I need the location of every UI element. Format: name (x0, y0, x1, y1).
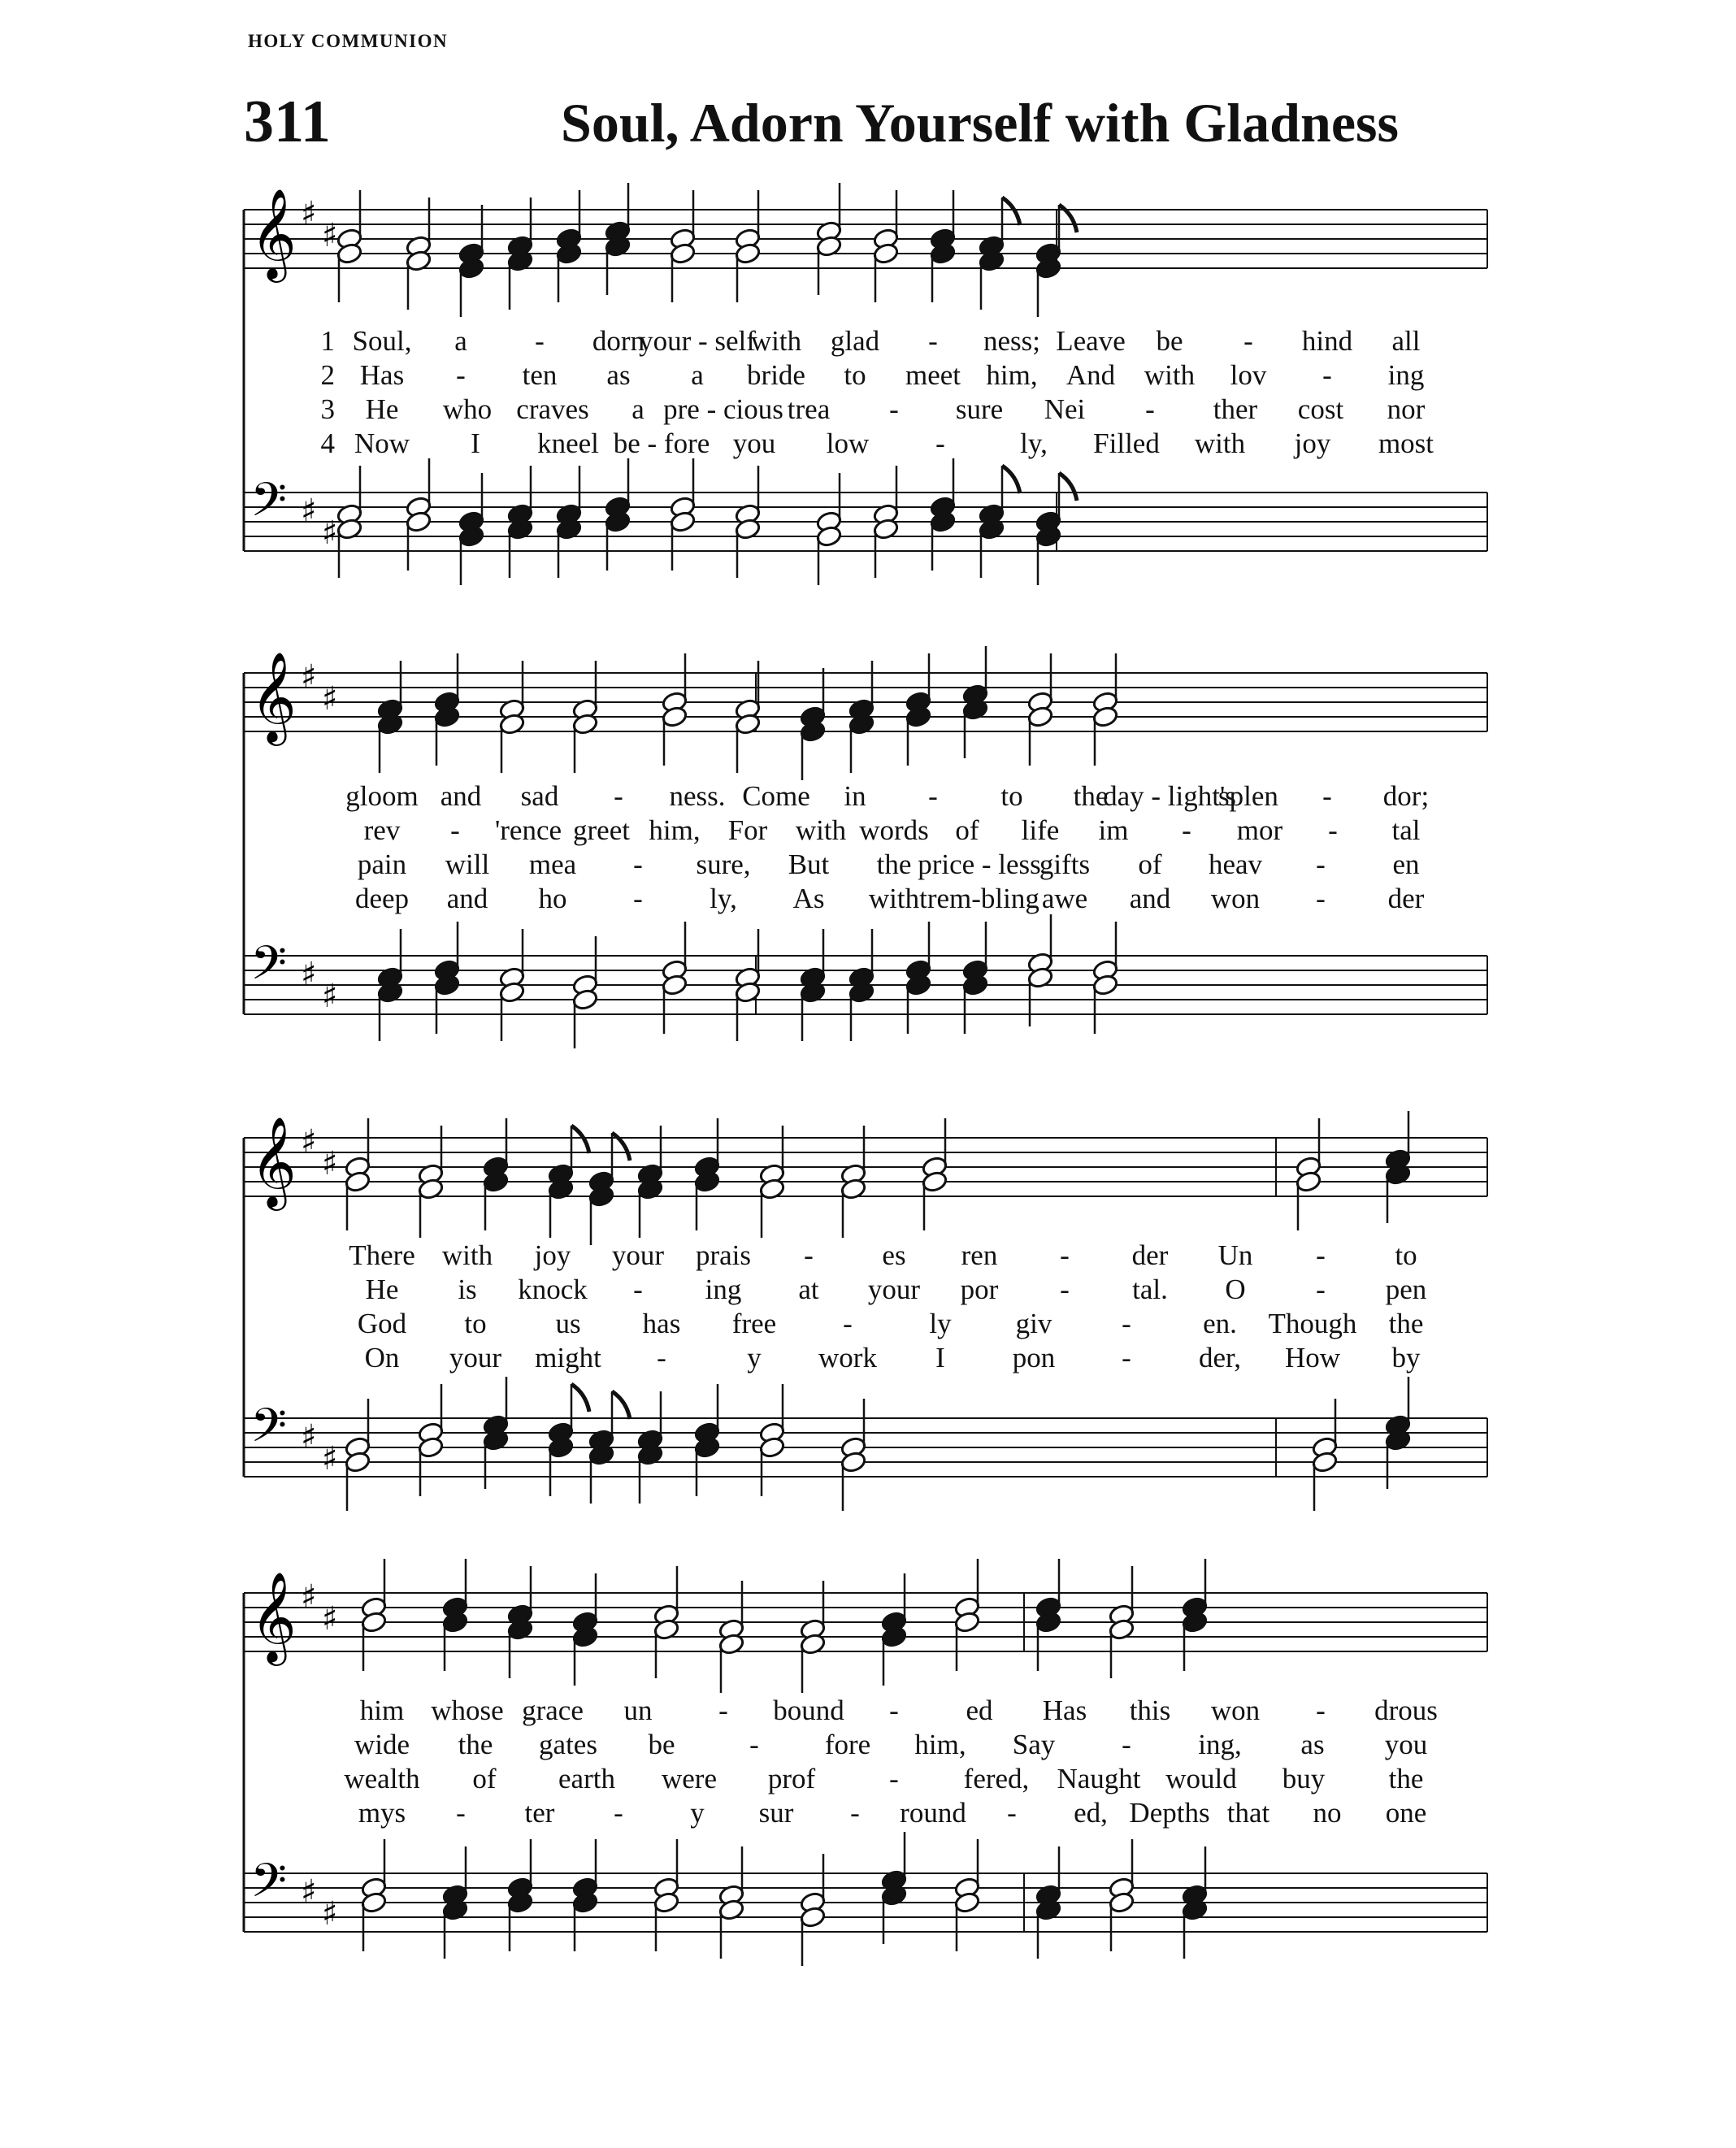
treble-clef-icon: 𝄞 (250, 188, 297, 279)
lyric-syllable: as (606, 359, 631, 391)
lyric-syllable: As (792, 883, 825, 914)
lyric-syllable: Depths (1129, 1797, 1210, 1829)
lyric-syllable: - (1122, 1308, 1131, 1339)
note (1108, 1566, 1135, 1678)
bass-clef-icon: 𝄢 (250, 472, 288, 539)
lyric-syllable: prais (695, 1239, 752, 1271)
lyric-syllable: drous (1374, 1695, 1438, 1726)
lyric-syllable: a (691, 359, 704, 391)
lyric-syllable: lov (1230, 359, 1267, 391)
lyric-syllable: your (611, 1239, 665, 1271)
lyric-syllable: ing (1387, 359, 1425, 391)
lyric-syllable: - (1322, 359, 1332, 391)
lyric-syllable: life (1021, 814, 1060, 846)
lyric-syllable: - (633, 848, 643, 880)
lyric-syllable: y (747, 1342, 762, 1373)
note (953, 1839, 980, 1951)
lyric-syllable: pen (1385, 1274, 1427, 1305)
lyric-syllable: - (843, 1308, 853, 1339)
lyric-syllable: sad (520, 780, 559, 812)
key-sharp-icon: ♯ (301, 658, 317, 696)
lyric-syllable: Un (1217, 1239, 1253, 1271)
note (506, 1839, 533, 1951)
note (1035, 1559, 1061, 1671)
lyric-syllable: ter (524, 1797, 555, 1829)
lyric-syllable: - (749, 1729, 759, 1760)
lyric-syllable: nor (1387, 393, 1426, 425)
key-sharp-icon: ♯ (322, 514, 338, 552)
lyric-syllable: and (1129, 883, 1171, 914)
lyric-syllable: O (1225, 1274, 1246, 1305)
lyric-syllable: wide (354, 1729, 410, 1760)
lyric-syllable: you (732, 427, 776, 459)
bass-staff (244, 1832, 1487, 1966)
lyric-syllable: will (445, 848, 490, 880)
lyric-syllable: ed, (1074, 1797, 1108, 1829)
lyric-syllable: - (1122, 1729, 1131, 1760)
lyric-syllable: one (1385, 1797, 1427, 1829)
lyric-syllable: trea (787, 393, 831, 425)
lyric-syllable: craves (516, 393, 589, 425)
lyric-syllable: you (1384, 1729, 1428, 1760)
lyric-syllable: greet (573, 814, 630, 846)
bass-clef-icon: 𝄢 (250, 1853, 288, 1920)
lyric-syllable: who (442, 393, 493, 425)
lyric-syllable: - (1007, 1797, 1017, 1829)
lyric-syllable: - (535, 325, 545, 357)
lyric-syllable: him, (914, 1729, 966, 1760)
lyric-syllable: - (1316, 848, 1326, 880)
lyric-syllable: - (1182, 814, 1191, 846)
lyric-syllable: - (889, 1695, 899, 1726)
lyric-syllable: won (1210, 883, 1261, 914)
lyric-syllable: - (889, 1763, 899, 1794)
key-sharp-icon: ♯ (301, 956, 317, 993)
note (1108, 1839, 1135, 1951)
lyric-syllable: gifts (1039, 848, 1091, 880)
lyric-syllable: work (818, 1342, 877, 1373)
lyric-syllable: splen (1218, 780, 1278, 812)
lyric-syllable: low (826, 427, 870, 459)
lyric-syllable: Has (1042, 1695, 1087, 1726)
lyric-syllable: dorn (592, 325, 645, 357)
treble-staff (244, 1559, 1487, 1693)
lyric-syllable: en (1392, 848, 1420, 880)
lyric-syllable: buy (1282, 1763, 1326, 1794)
lyric-syllable: heav (1208, 848, 1263, 880)
lyric-syllable: - (928, 780, 938, 812)
lyric-line-verse-3 (244, 1763, 1487, 1797)
lyric-line-verse-2 (244, 1729, 1487, 1763)
lyric-syllable: pain (357, 848, 407, 880)
lyric-syllable: - (657, 1342, 666, 1373)
lyric-syllable: and (440, 780, 482, 812)
lyric-syllable: Leave (1056, 325, 1126, 357)
lyric-syllable: - (1243, 325, 1253, 357)
lyric-syllable: gloom (345, 780, 419, 812)
lyric-syllable: - (889, 393, 899, 425)
lyric-syllable: deep (354, 883, 410, 914)
key-sharp-icon: ♯ (301, 195, 317, 232)
note (799, 1854, 826, 1966)
lyric-syllable: your (867, 1274, 921, 1305)
note (880, 1832, 907, 1944)
lyric-syllable: - (1145, 393, 1155, 425)
lyric-syllable: fered, (963, 1763, 1030, 1794)
lyric-syllable: words (859, 814, 929, 846)
lyric-syllable: mea (528, 848, 577, 880)
lyric-syllable: giv (1015, 1308, 1052, 1339)
lyric-syllable: - (1122, 1342, 1131, 1373)
lyric-syllable: sure (955, 393, 1004, 425)
lyric-syllable: - (450, 814, 460, 846)
lyric-syllable: round (900, 1797, 966, 1829)
note (441, 1559, 468, 1671)
lyric-syllable: with (441, 1239, 493, 1271)
lyric-syllable: awe (1041, 883, 1088, 914)
key-sharp-icon: ♯ (301, 1418, 317, 1456)
key-sharp-icon: ♯ (322, 680, 338, 718)
lyric-syllable: him, (986, 359, 1038, 391)
lyric-syllable: hind (1301, 325, 1353, 357)
note (360, 1559, 387, 1671)
hymn-title: Soul, Adorn Yourself with Gladness (561, 92, 1399, 154)
lyric-syllable: to (1000, 780, 1023, 812)
lyric-syllable: For (727, 814, 768, 846)
lyric-syllable: I (935, 1342, 945, 1373)
lyric-syllable: pre - cious (663, 393, 783, 425)
lyric-syllable: 'rence (494, 814, 562, 846)
lyric-syllable: But (788, 848, 830, 880)
lyric-syllable: Though (1268, 1308, 1357, 1339)
lyric-line-verse-1 (244, 1695, 1487, 1729)
lyric-syllable: is (458, 1274, 477, 1305)
verse-number: 4 (320, 427, 335, 459)
lyric-syllable: prof (767, 1763, 816, 1794)
lyric-syllable: knock (518, 1274, 588, 1305)
lyric-syllable: - (1316, 883, 1326, 914)
lyric-syllable: ly (929, 1308, 952, 1339)
key-sharp-icon: ♯ (322, 1600, 338, 1638)
lyric-syllable: Now (354, 427, 410, 459)
lyric-syllable: rev (363, 814, 401, 846)
key-sharp-icon: ♯ (301, 1578, 317, 1616)
lyric-syllable: might (535, 1342, 601, 1373)
lyric-syllable: der (1131, 1239, 1169, 1271)
lyric-syllable: Filled (1093, 427, 1160, 459)
lyric-syllable: tal (1391, 814, 1421, 846)
key-sharp-icon: ♯ (322, 217, 338, 254)
lyric-syllable: bound (773, 1695, 844, 1726)
lyric-syllable: no (1313, 1797, 1342, 1829)
key-sharp-icon: ♯ (301, 1123, 317, 1161)
verse-number: 3 (320, 393, 335, 425)
lyric-syllable: cost (1297, 393, 1344, 425)
lyric-syllable: fore (824, 1729, 871, 1760)
note (571, 1573, 598, 1686)
lyric-syllable: es (882, 1239, 906, 1271)
lyric-syllable: by (1391, 1342, 1421, 1373)
treble-clef-icon: 𝄞 (250, 1116, 297, 1207)
note (653, 1839, 679, 1951)
lyric-syllable: at (798, 1274, 819, 1305)
lyric-syllable: Has (359, 359, 405, 391)
lyric-syllable: were (661, 1763, 718, 1794)
note (953, 1559, 980, 1671)
note (718, 1581, 744, 1693)
lyric-syllable: as (1300, 1729, 1325, 1760)
lyric-syllable: of (955, 814, 979, 846)
section-label: HOLY COMMUNION (248, 31, 449, 51)
lyric-syllable: the (1073, 780, 1109, 812)
lyric-syllable: God (357, 1308, 407, 1339)
lyric-syllable: He (365, 1274, 399, 1305)
lyric-syllable: joy (1294, 427, 1331, 459)
lyric-syllable: Come (742, 780, 810, 812)
lyric-syllable: How (1284, 1342, 1341, 1373)
verse-number: 2 (320, 359, 335, 391)
lyric-syllable: to (464, 1308, 487, 1339)
lyric-syllable: joy (534, 1239, 571, 1271)
bass-clef-icon: 𝄢 (250, 1398, 288, 1465)
lyric-syllable: be (1156, 325, 1183, 357)
lyric-syllable: wealth (344, 1763, 420, 1794)
lyric-syllable: price - less (918, 848, 1041, 880)
lyric-syllable: ness. (669, 780, 726, 812)
lyric-syllable: kneel (537, 427, 599, 459)
lyric-syllable: dor; (1382, 780, 1430, 812)
lyric-syllable: der (1387, 883, 1425, 914)
lyric-syllable: - (1060, 1274, 1070, 1305)
lyric-syllable: with (868, 883, 920, 914)
lyric-syllable: a (631, 393, 644, 425)
lyric-syllable: And (1065, 359, 1116, 391)
lyric-syllable: with (1194, 427, 1246, 459)
lyric-syllable: der, (1198, 1342, 1242, 1373)
lyric-syllable: earth (558, 1763, 615, 1794)
lyric-syllable: por (960, 1274, 999, 1305)
lyric-syllable: us (555, 1308, 581, 1339)
lyric-syllable: all (1391, 325, 1421, 357)
lyric-syllable: mor (1236, 814, 1283, 846)
lyric-syllable: would (1165, 1763, 1237, 1794)
treble-clef-icon: 𝄞 (250, 1571, 297, 1662)
lyric-syllable: whose (431, 1695, 504, 1726)
lyric-syllable: him (359, 1695, 405, 1726)
lyric-syllable: - (456, 359, 466, 391)
note (718, 1846, 744, 1959)
bass-clef-icon: 𝄢 (250, 935, 288, 1002)
lyric-syllable: - (1316, 1274, 1326, 1305)
lyric-syllable: - (1060, 1239, 1070, 1271)
lyric-syllable: - (850, 1797, 860, 1829)
lyric-syllable: a (454, 325, 467, 357)
lyric-syllable: There (349, 1239, 415, 1271)
key-sharp-icon: ♯ (322, 1440, 338, 1478)
lyric-syllable: ho (538, 883, 567, 914)
note (1181, 1559, 1208, 1671)
lyric-syllable: He (365, 393, 399, 425)
lyric-syllable: - (614, 1797, 623, 1829)
lyric-syllable: ing (705, 1274, 742, 1305)
lyric-syllable: - (1316, 1239, 1326, 1271)
lyric-syllable: this (1129, 1695, 1171, 1726)
lyric-syllable: grace (522, 1695, 584, 1726)
lyric-syllable: im (1098, 814, 1129, 846)
lyric-syllable: the (1388, 1308, 1424, 1339)
lyric-syllable: ly, (1020, 427, 1048, 459)
lyric-syllable: - (1322, 780, 1332, 812)
note (653, 1566, 679, 1678)
lyric-syllable: mys (358, 1797, 406, 1829)
lyric-line-verse-4 (244, 1797, 1487, 1831)
lyric-syllable: with (750, 325, 802, 357)
hymn-number: 311 (244, 89, 331, 155)
lyric-syllable: - (633, 1274, 643, 1305)
note (799, 1581, 826, 1693)
lyric-syllable: un (623, 1695, 653, 1726)
lyric-syllable: y (690, 1797, 705, 1829)
key-sharp-icon: ♯ (322, 1145, 338, 1182)
lyric-syllable: sur (758, 1797, 794, 1829)
lyric-syllable: I (471, 427, 480, 459)
lyric-syllable: Naught (1057, 1763, 1141, 1794)
lyric-syllable: - (633, 883, 643, 914)
note (441, 1846, 468, 1959)
lyric-syllable: pon (1012, 1342, 1056, 1373)
lyric-syllable: - (614, 780, 623, 812)
lyric-syllable: to (844, 359, 866, 391)
note (360, 1839, 387, 1951)
note (1181, 1846, 1208, 1959)
lyric-syllable: glad (830, 325, 880, 357)
lyric-syllable: the (458, 1729, 493, 1760)
lyric-syllable: with (795, 814, 847, 846)
lyric-syllable: most (1378, 427, 1434, 459)
lyric-syllable: ed (966, 1695, 993, 1726)
lyric-syllable: Nei (1044, 393, 1086, 425)
lyric-syllable: Say (1012, 1729, 1056, 1760)
lyric-syllable: - (456, 1797, 466, 1829)
lyric-syllable: Soul, (352, 325, 412, 357)
key-sharp-icon: ♯ (301, 1873, 317, 1911)
lyric-syllable: free (731, 1308, 777, 1339)
lyric-syllable: gates (539, 1729, 597, 1760)
note (880, 1573, 907, 1686)
lyric-syllable: ten (522, 359, 558, 391)
lyric-syllable: ther (1213, 393, 1258, 425)
lyric-syllable: - (928, 325, 938, 357)
lyric-syllable: sure, (696, 848, 751, 880)
lyric-syllable: that (1226, 1797, 1270, 1829)
lyric-syllable: ren (961, 1239, 998, 1271)
lyric-syllable: ness; (983, 325, 1040, 357)
lyric-syllable: bride (747, 359, 805, 391)
lyric-syllable: has (642, 1308, 681, 1339)
lyric-syllable: in (844, 780, 866, 812)
lyric-syllable: ly, (710, 883, 737, 914)
lyric-syllable: of (1138, 848, 1162, 880)
lyric-syllable: tal. (1132, 1274, 1168, 1305)
lyric-syllable: your (449, 1342, 502, 1373)
treble-clef-icon: 𝄞 (250, 651, 297, 742)
lyric-syllable: - (1328, 814, 1338, 846)
lyric-syllable: ing, (1198, 1729, 1242, 1760)
lyric-syllable: - (1316, 1695, 1326, 1726)
lyric-syllable: trem-bling (919, 883, 1039, 914)
verse-number: 1 (320, 325, 335, 357)
lyric-syllable: with (1144, 359, 1196, 391)
lyric-syllable: en. (1203, 1308, 1237, 1339)
lyric-syllable: him, (649, 814, 701, 846)
key-sharp-icon: ♯ (301, 493, 317, 530)
lyric-syllable: of (472, 1763, 497, 1794)
lyric-syllable: to (1395, 1239, 1417, 1271)
key-sharp-icon: ♯ (322, 978, 338, 1015)
lyric-syllable: be - fore (613, 427, 710, 459)
lyric-syllable: and (446, 883, 488, 914)
note (1035, 1846, 1061, 1959)
lyric-syllable: - (935, 427, 945, 459)
lyric-syllable: On (364, 1342, 400, 1373)
lyric-syllable: your - self (639, 325, 756, 357)
lyric-syllable: won (1210, 1695, 1261, 1726)
lyric-syllable: the (876, 848, 912, 880)
key-sharp-icon: ♯ (322, 1895, 338, 1933)
note (506, 1566, 533, 1678)
lyric-syllable: - (718, 1695, 728, 1726)
lyric-syllable: the (1388, 1763, 1424, 1794)
lyric-syllable: be (648, 1729, 675, 1760)
lyric-syllable: day - light's (1103, 780, 1236, 812)
lyric-syllable: meet (905, 359, 961, 391)
note (571, 1839, 598, 1951)
lyric-syllable: - (804, 1239, 814, 1271)
